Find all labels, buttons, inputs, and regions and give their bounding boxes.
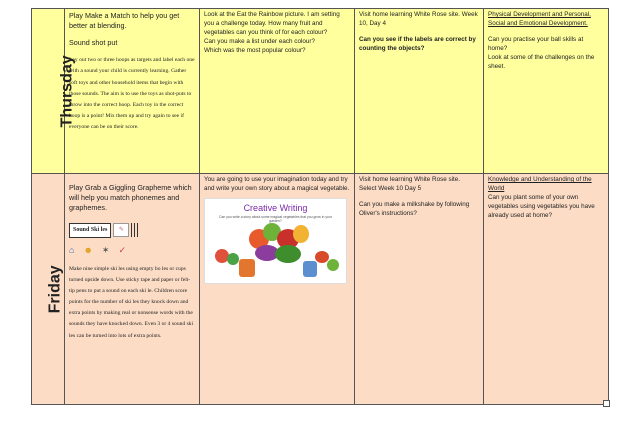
creative-writing-subtitle: Can you write a story about some magical vegetables that you grow in your garden? [219,214,332,223]
thursday-phonics-title: Play Make a Match to help you get better at blending. [69,11,180,31]
skittles-icons [69,244,195,257]
thursday-phonics-subtitle: Sound shot put [69,38,118,48]
vegetable-icon [275,245,301,263]
thursday-pe-q2: Look at some of the challenges on the sheet. [488,53,595,70]
friday-understanding-cell [484,174,609,405]
friday-phonics-cell [65,174,200,405]
friday-day-cell [32,174,65,405]
friday-phonics-title: Play Grab a Giggling Grapheme which will help you match phonemes and graphemes. [69,183,192,213]
timetable-grid [31,8,609,405]
thursday-literacy-q1: Can you make a list under each colour? [204,37,315,45]
skittles-label: Sound Ski les [69,223,111,238]
creative-writing-image [204,198,347,284]
thursday-phonics-instructions: Lay out two or three hoops as targets and label each one with a sound your child is currently learning. Gather soft toys and other household items that begin with those sounds. The aim is to use the toys as shot-puts to throw into the correct hoop. Each toy in the correct hoop is a point! Mix them up and try again to see if everyone can be on their score. [69,57,195,131]
thursday-label: Thursday [58,54,76,128]
thursday-row [32,9,609,174]
thursday-maths-question: Can you see if the labels are correct by counting the objects? [359,35,476,52]
thursday-pe-cell [484,9,609,174]
friday-maths-line1: Visit home learning White Rose site. Select Week 10 Day 5 [359,176,461,192]
friday-phonics-instructions: Make nine simple ski les using empty bo les or cups turned upside down. Use sticky tape and paper or felt-tip pens to put a sound on each ski le. Children score points for the number of ski les they knock down and extra points by making real or nonsense words with the sounds they have knocked down. Even 3 or 4 sound ski les can be turned into lots of extra points. [69,265,194,339]
divider [131,223,132,237]
book-icon [303,261,317,277]
thursday-literacy-cell [200,9,355,174]
smile-icon: ☻ [83,244,93,255]
divider [137,223,138,237]
friday-writing-text: You are going to use your imagination today and try and write your own story about a magical vegetable. [204,176,350,192]
vegetable-icon [227,253,239,265]
star-icon: ✶ [101,244,110,255]
friday-understanding-text: Can you plant some of your own vegetables using vegetables you have already used at home? [488,193,595,219]
thursday-pe-title: Physical Development and Personal, Social and Emotional Development. [488,11,591,27]
house-icon: ⌂ [69,244,75,255]
thursday-maths-line1: Visit home learning White Rose site. Week 10, Day 4 [359,11,478,27]
thursday-literacy-text: Look at the Eat the Rainbow picture. I am setting you a challenge today. How many fruit and vegetables can you think of for each colour? [204,11,340,36]
skittles-thumbnail-icon: ✎ [113,223,129,237]
thursday-day-cell [32,9,76,174]
skittles-strip [69,223,195,238]
thursday-literacy-q2: Which was the most popular colour? [204,46,306,54]
book-icon [239,259,255,277]
thursday-phonics-cell [65,9,200,174]
vegetable-icon [327,259,339,271]
friday-row [32,174,609,405]
vegetable-icon [293,225,309,243]
tick-icon: ✓ [118,244,127,255]
friday-maths-question: Can you make a milkshake by following Oliver's instructions? [359,200,470,217]
friday-writing-cell [200,174,355,405]
creative-writing-title: Creative Writing [243,202,308,213]
friday-label: Friday [46,264,64,314]
friday-understanding-title: Knowledge and Understanding of the World [488,176,592,192]
thursday-maths-cell [355,9,484,174]
friday-maths-cell [355,174,484,405]
thursday-pe-q1: Can you practise your ball skills at home? [488,35,584,52]
divider [134,223,135,237]
table-resize-handle[interactable] [603,400,610,407]
